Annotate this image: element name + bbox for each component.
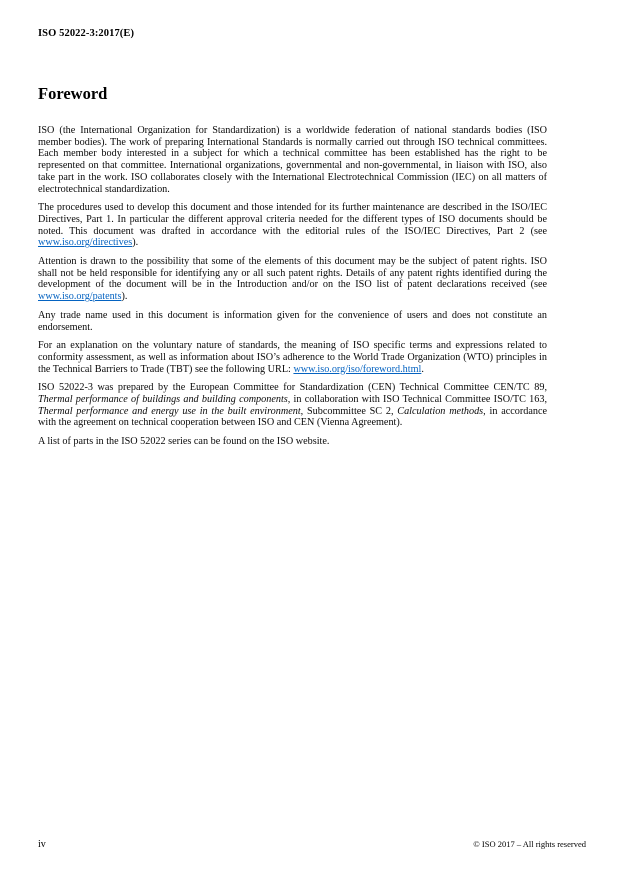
text-segment: Any trade name used in this document is information given for the convenience of users and does not constitute an endorsement. [38,309,547,333]
link-iso-patents[interactable]: www.iso.org/patents [38,291,122,303]
page-number: iv [38,839,46,850]
link-iso-directives[interactable]: www.iso.org/directives [38,237,133,249]
text-segment: ). [132,237,139,249]
paragraph-wto-note [38,340,547,375]
text-segment: ). [121,291,128,303]
text-segment: ISO (the International Organization for Standardization) is a worldwide federation of national standards bodies (ISO member bodies). The work of preparing International Standards is normally carried out through ISO technical committees. Each member body interested in a subject for which a technical committee has been established has the right to be represented on that committee. International organizations, governmental and non-governmental, in liaison with ISO, also take part in the work. ISO collaborates closely with the International Electrotechnical Commission (IEC) on all matters of electrotechnical standardization. [38,125,547,195]
text-segment: in accordance with the agreement on technical cooperation between ISO and CEN (Vienna Agreement). [38,405,548,429]
section-title: Foreword [38,84,108,103]
committee-title-italic: Thermal performance of buildings and building components, [38,394,291,406]
committee-title-italic: Thermal performance and energy use in the built environment, [38,405,304,417]
document-reference: ISO 52022-3:2017(E) [38,28,135,39]
paragraph-iso-description [38,125,547,195]
foreword-section [38,84,547,455]
paragraph-trade-name [38,310,547,333]
subcommittee-title-italic: Calculation methods, [397,405,486,417]
paragraph-parts-list [38,436,547,448]
copyright-notice: © ISO 2017 – All rights reserved [473,839,586,849]
paragraph-procedures [38,202,547,249]
text-segment: in collaboration with ISO Technical Committee ISO/TC 163, [290,394,547,406]
link-iso-foreword[interactable]: www.iso.org/iso/foreword.html [293,363,422,375]
text-segment: A list of parts in the ISO 52022 series can be found on the ISO website. [38,436,330,448]
text-segment: ISO 52022-3 was prepared by the European Committee for Standardization (CEN) Technical Committee CEN/TC 89, [38,382,547,394]
paragraph-patent-notice [38,256,547,303]
paragraph-committee-info [38,382,547,429]
page-footer [38,839,586,850]
text-segment: Attention is drawn to the possibility that some of the elements of this document may be the subject of patent rights. ISO shall not be held responsible for identifying any or all such patent rights. Details of any patent rights identified during the development of the document will be in the Introduction and/or on the ISO list of patent declarations received (see [38,256,547,291]
text-segment: Subcommittee SC 2, [303,405,398,417]
text-segment: The procedures used to develop this document and those intended for its further maintenance are described in the ISO/IEC Directives, Part 1. In particular the different approval criteria needed for the different types of ISO documents should be noted. This document was drafted in accordance with the editorial rules of the ISO/IEC Directives, Part 2 (see [38,202,547,237]
text-segment: For an explanation on the voluntary nature of standards, the meaning of ISO specific terms and expressions related to conformity assessment, as well as information about ISO’s adherence to the World Trade Organization (WTO) principles in the Technical Barriers to Trade (TBT) see the following URL: [38,340,547,375]
text-segment: . [421,363,424,375]
